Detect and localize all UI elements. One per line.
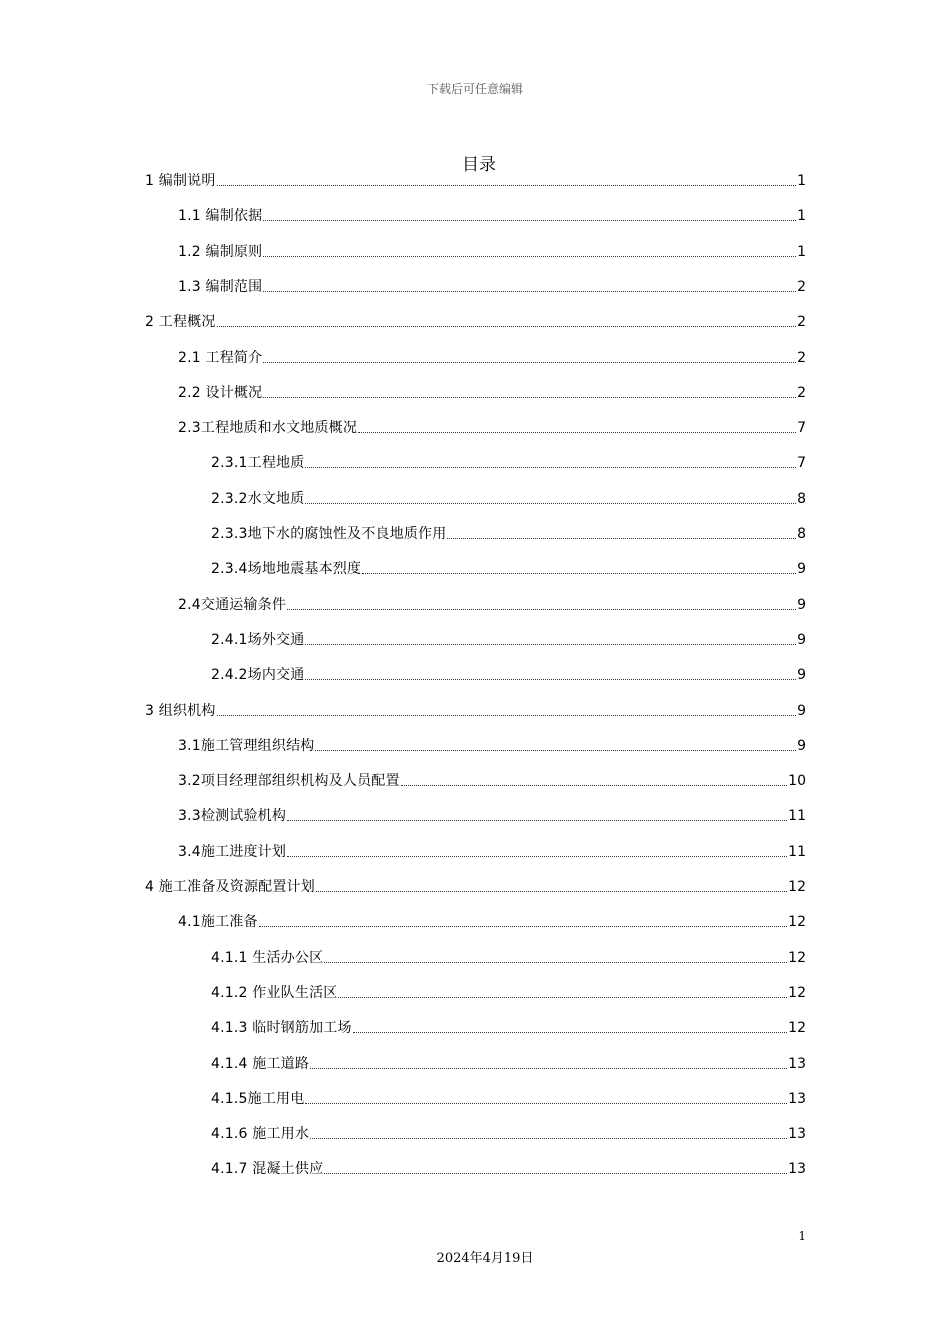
toc-entry-label: 3.1施工管理组织结构	[178, 737, 315, 754]
toc-dot-leader	[447, 538, 796, 539]
toc-entry-page: 13	[788, 1161, 806, 1178]
toc-entry-label: 4.1.1 生活办公区	[211, 949, 324, 966]
toc-entry-label: 2.3.3地下水的腐蚀性及不良地质作用	[211, 526, 447, 542]
toc-dot-leader	[217, 185, 797, 186]
toc-dot-leader	[362, 573, 796, 574]
toc-entry-label: 4 施工准备及资源配置计划	[145, 879, 315, 895]
toc-entry-label: 3.3检测试验机构	[178, 808, 287, 825]
toc-entry[interactable]	[178, 839, 806, 861]
toc-entry[interactable]	[178, 380, 806, 402]
toc-entry-page: 9	[797, 667, 806, 684]
toc-entry[interactable]	[178, 274, 806, 296]
toc-entry-label: 4.1.7 混凝土供应	[211, 1161, 324, 1178]
toc-entry[interactable]	[145, 168, 806, 190]
toc-dot-leader	[263, 256, 796, 257]
toc-entry-page: 11	[788, 843, 806, 860]
toc-entry-page: 13	[788, 1126, 806, 1143]
toc-entry-page: 13	[788, 1055, 806, 1072]
footer-date: 2024年4月19日	[436, 1251, 534, 1266]
toc-entry-page: 1	[797, 173, 806, 189]
toc-entry-label: 2 工程概况	[145, 314, 216, 331]
toc-entry-page: 2	[797, 384, 806, 401]
toc-entry-page: 9	[797, 631, 806, 648]
toc-entry-label: 1.3 编制范围	[178, 278, 263, 295]
toc-entry-label: 2.3.1工程地质	[211, 455, 305, 472]
toc-entry-label: 2.2 设计概况	[178, 384, 263, 401]
toc-entry-page: 12	[788, 984, 806, 1001]
toc-entry-label: 2.4.1场外交通	[211, 631, 305, 648]
toc-dot-leader	[353, 1032, 788, 1033]
toc-entry[interactable]	[211, 521, 806, 543]
toc-dot-leader	[287, 820, 787, 821]
toc-entry[interactable]	[211, 627, 806, 649]
toc-dot-leader	[401, 785, 788, 786]
toc-entry[interactable]	[211, 486, 806, 508]
toc-entry[interactable]	[211, 1156, 806, 1178]
toc-dot-leader	[305, 679, 796, 680]
page-number: 1	[798, 1229, 806, 1243]
toc-dot-leader	[305, 503, 796, 504]
toc-entry[interactable]	[211, 662, 806, 684]
toc-dot-leader	[263, 220, 796, 221]
toc-entry[interactable]	[178, 345, 806, 367]
toc-entry[interactable]	[211, 556, 806, 578]
toc-entry[interactable]	[145, 309, 806, 331]
toc-dot-leader	[324, 962, 787, 963]
toc-dot-leader	[217, 715, 797, 716]
toc-entry-page: 12	[788, 914, 806, 931]
toc-entry-page: 1	[797, 208, 806, 225]
toc-entry-label: 4.1.2 作业队生活区	[211, 984, 338, 1001]
toc-entry[interactable]	[211, 1086, 806, 1108]
toc-dot-leader	[305, 1103, 787, 1104]
toc-entry-page: 11	[788, 808, 806, 825]
toc-entry[interactable]	[178, 909, 806, 931]
toc-entry-page: 9	[797, 702, 806, 719]
toc-entry[interactable]	[211, 1121, 806, 1143]
toc-entry-page: 8	[797, 526, 806, 542]
toc-entry[interactable]	[178, 803, 806, 825]
toc-entry-label: 4.1.6 施工用水	[211, 1126, 310, 1143]
toc-entry-label: 4.1.4 施工道路	[211, 1055, 310, 1072]
toc-entry[interactable]	[145, 698, 806, 720]
toc-dot-leader	[315, 750, 796, 751]
toc-dot-leader	[263, 397, 796, 398]
toc-entry[interactable]	[211, 980, 806, 1002]
toc-entry[interactable]	[178, 733, 806, 755]
toc-entry-page: 9	[797, 561, 806, 578]
toc-entry[interactable]	[178, 203, 806, 225]
toc-entry[interactable]	[211, 450, 806, 472]
toc-entry-page: 12	[788, 1020, 806, 1037]
toc-dot-leader	[287, 856, 787, 857]
toc-entry-label: 2.3工程地质和水文地质概况	[178, 420, 358, 437]
toc-dot-leader	[310, 1138, 787, 1139]
toc-entry-label: 3 组织机构	[145, 702, 216, 719]
toc-entry[interactable]	[178, 592, 806, 614]
toc-entry[interactable]	[178, 768, 806, 790]
toc-entry[interactable]	[178, 239, 806, 261]
toc-dot-leader	[217, 326, 797, 327]
toc-dot-leader	[338, 997, 787, 998]
toc-entry-page: 2	[797, 314, 806, 331]
toc-dot-leader	[263, 362, 796, 363]
toc-entry[interactable]	[145, 874, 806, 896]
toc-entry-page: 1	[797, 243, 806, 260]
toc-entry-page: 7	[797, 455, 806, 472]
header-note: 下载后可任意编辑	[426, 82, 523, 96]
toc-entry-label: 3.2项目经理部组织机构及人员配置	[178, 773, 400, 790]
toc-entry-page: 2	[797, 349, 806, 366]
toc-entry-label: 2.1 工程简介	[178, 349, 263, 366]
toc-dot-leader	[263, 291, 796, 292]
toc-entry-page: 13	[788, 1090, 806, 1107]
toc-entry[interactable]	[211, 945, 806, 967]
toc-entry-label: 2.3.4场地地震基本烈度	[211, 561, 362, 578]
toc-entry-label: 4.1.3 临时钢筋加工场	[211, 1020, 352, 1037]
toc-entry-label: 2.4交通运输条件	[178, 596, 287, 613]
toc-entry-label: 4.1.5施工用电	[211, 1090, 305, 1107]
toc-dot-leader	[305, 644, 796, 645]
toc-entry-label: 3.4施工进度计划	[178, 843, 287, 860]
toc-title: 目录	[462, 155, 496, 175]
toc-entry-page: 12	[788, 879, 806, 895]
toc-entry[interactable]	[211, 1015, 806, 1037]
toc-dot-leader	[287, 609, 796, 610]
toc-dot-leader	[259, 926, 788, 927]
toc-entry-page: 8	[797, 490, 806, 507]
toc-dot-leader	[316, 891, 787, 892]
toc-entry[interactable]	[211, 1051, 806, 1073]
toc-dot-leader	[358, 432, 796, 433]
toc-entry-label: 1.1 编制依据	[178, 208, 263, 225]
toc-entry-page: 7	[797, 420, 806, 437]
toc-entry-label: 2.4.2场内交通	[211, 667, 305, 684]
toc-entry-page: 10	[788, 773, 806, 790]
toc-dot-leader	[305, 467, 796, 468]
toc-dot-leader	[310, 1068, 787, 1069]
toc-entry-label: 4.1施工准备	[178, 914, 258, 931]
toc-entry-page: 12	[788, 949, 806, 966]
toc-dot-leader	[324, 1173, 787, 1174]
toc-entry-page: 9	[797, 596, 806, 613]
toc-entry-page: 9	[797, 737, 806, 754]
toc-entry[interactable]	[178, 415, 806, 437]
toc-entry-label: 1.2 编制原则	[178, 243, 263, 260]
toc-entry-label: 1 编制说明	[145, 173, 216, 189]
toc-entry-page: 2	[797, 278, 806, 295]
toc-entry-label: 2.3.2水文地质	[211, 490, 305, 507]
